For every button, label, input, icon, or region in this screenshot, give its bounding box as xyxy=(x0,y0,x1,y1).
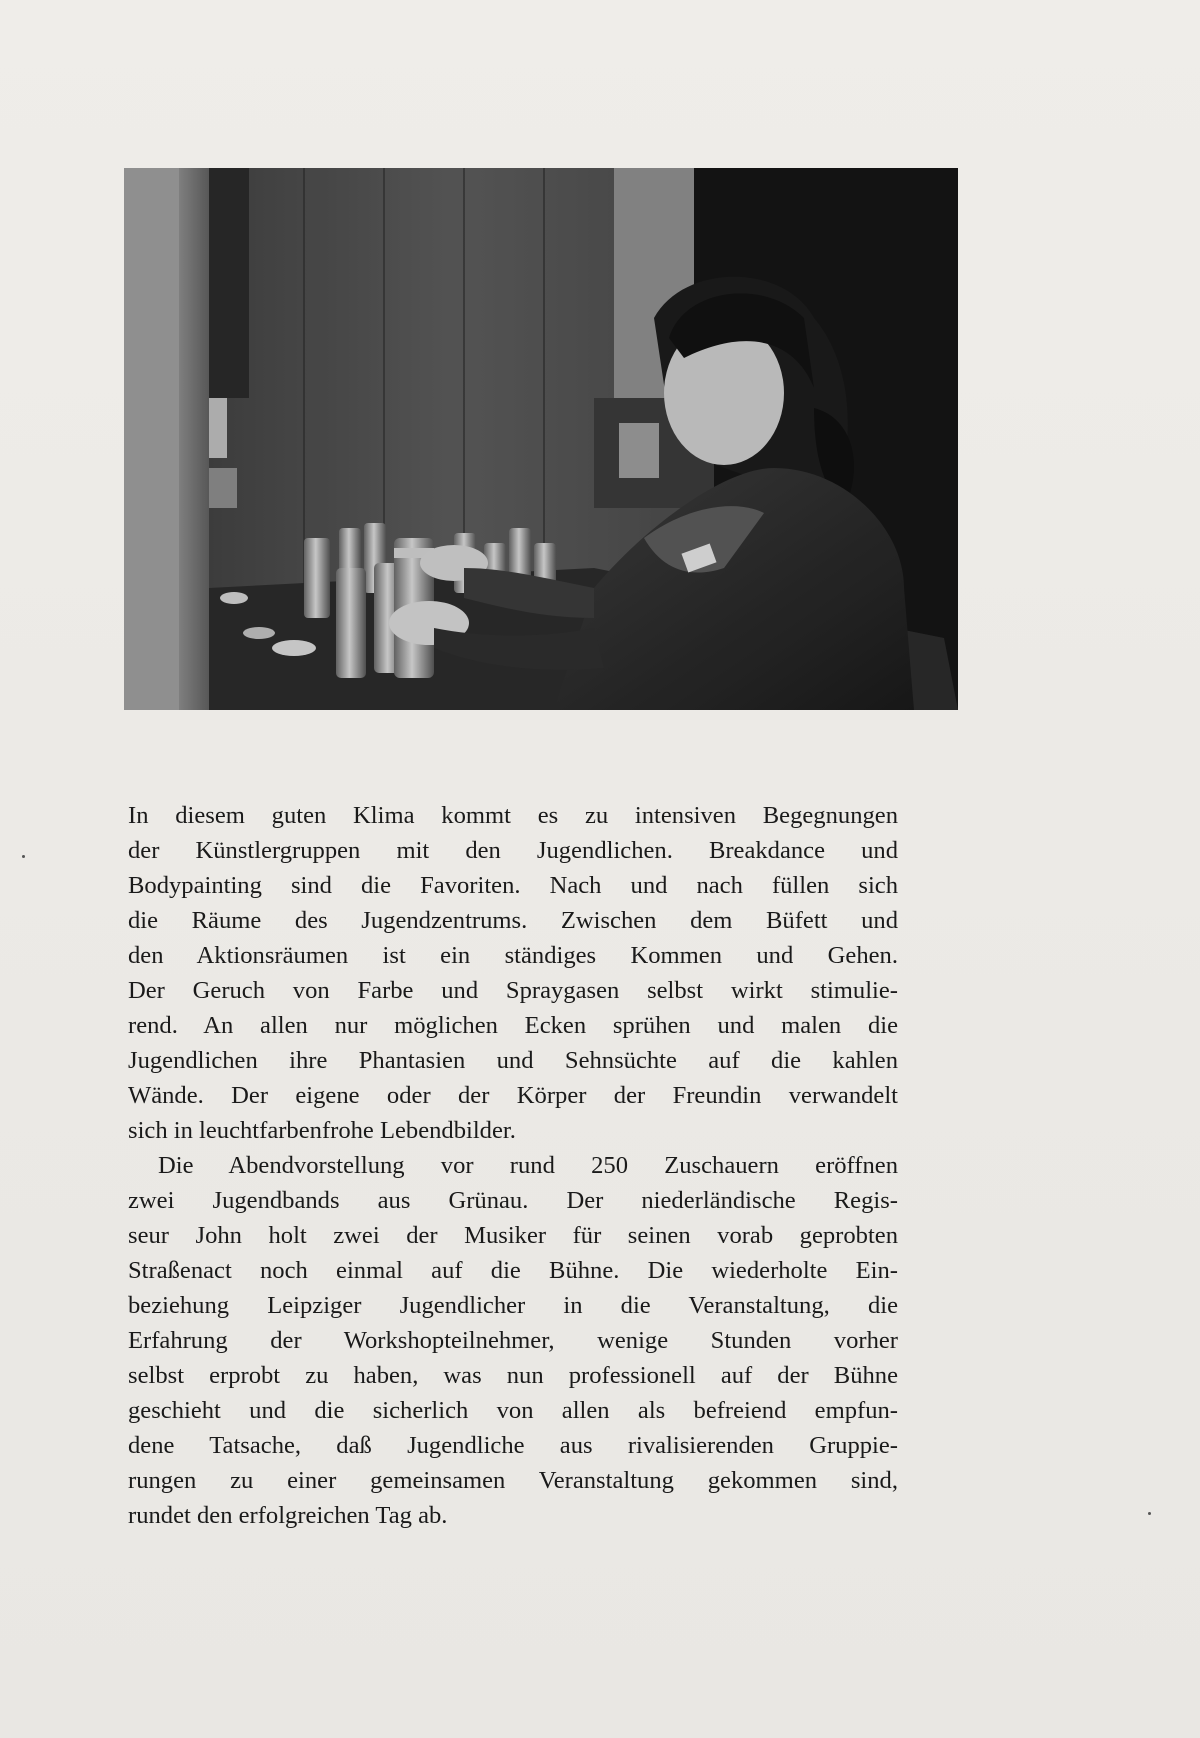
text-line: den Aktionsräumen ist ein ständiges Kommen und Gehen. xyxy=(128,942,898,969)
text-line: geschieht und die sicherlich von allen als befreiend empfun- xyxy=(128,1397,898,1424)
paragraph-2 xyxy=(128,1148,898,1533)
dust-speck xyxy=(22,855,25,858)
text-line: In diesem guten Klima kommt es zu intensiven Begegnungen xyxy=(128,802,898,829)
text-line: Jugendlichen ihre Phantasien und Sehnsüchte auf die kahlen xyxy=(128,1047,898,1074)
body-text xyxy=(128,798,898,1533)
text-line: Bodypainting sind die Favoriten. Nach und nach füllen sich xyxy=(128,872,898,899)
photograph xyxy=(124,168,958,710)
text-line: Wände. Der eigene oder der Körper der Freundin verwandelt xyxy=(128,1082,898,1109)
text-line: selbst erprobt zu haben, was nun professionell auf der Bühne xyxy=(128,1362,898,1389)
text-line: Die Abendvorstellung vor rund 250 Zuschauern eröffnen xyxy=(158,1152,898,1179)
text-line: rungen zu einer gemeinsamen Veranstaltung gekommen sind, xyxy=(128,1467,898,1494)
text-line: rend. An allen nur möglichen Ecken sprühen und malen die xyxy=(128,1012,898,1039)
text-line: Erfahrung der Workshopteilnehmer, wenige Stunden vorher xyxy=(128,1327,898,1354)
text-line: zwei Jugendbands aus Grünau. Der niederländische Regis- xyxy=(128,1187,898,1214)
dust-speck xyxy=(1148,1512,1151,1515)
text-line: Der Geruch von Farbe und Spraygasen selbst wirkt stimulie- xyxy=(128,977,898,1004)
text-line: rundet den erfolgreichen Tag ab. xyxy=(128,1502,448,1529)
text-line: beziehung Leipziger Jugendlicher in die Veranstaltung, die xyxy=(128,1292,898,1319)
text-line: der Künstlergruppen mit den Jugendlichen. Breakdance und xyxy=(128,837,898,864)
text-line: sich in leuchtfarbenfrohe Lebendbilder. xyxy=(128,1117,516,1144)
text-line: Straßenact noch einmal auf die Bühne. Die wiederholte Ein- xyxy=(128,1257,898,1284)
photo-girl-spray-cans-icon xyxy=(124,168,958,710)
text-line: dene Tatsache, daß Jugendliche aus rivalisierenden Gruppie- xyxy=(128,1432,898,1459)
text-line: seur John holt zwei der Musiker für seinen vorab geprobten xyxy=(128,1222,898,1249)
text-line: die Räume des Jugendzentrums. Zwischen dem Büfett und xyxy=(128,907,898,934)
paragraph-1 xyxy=(128,798,898,1148)
